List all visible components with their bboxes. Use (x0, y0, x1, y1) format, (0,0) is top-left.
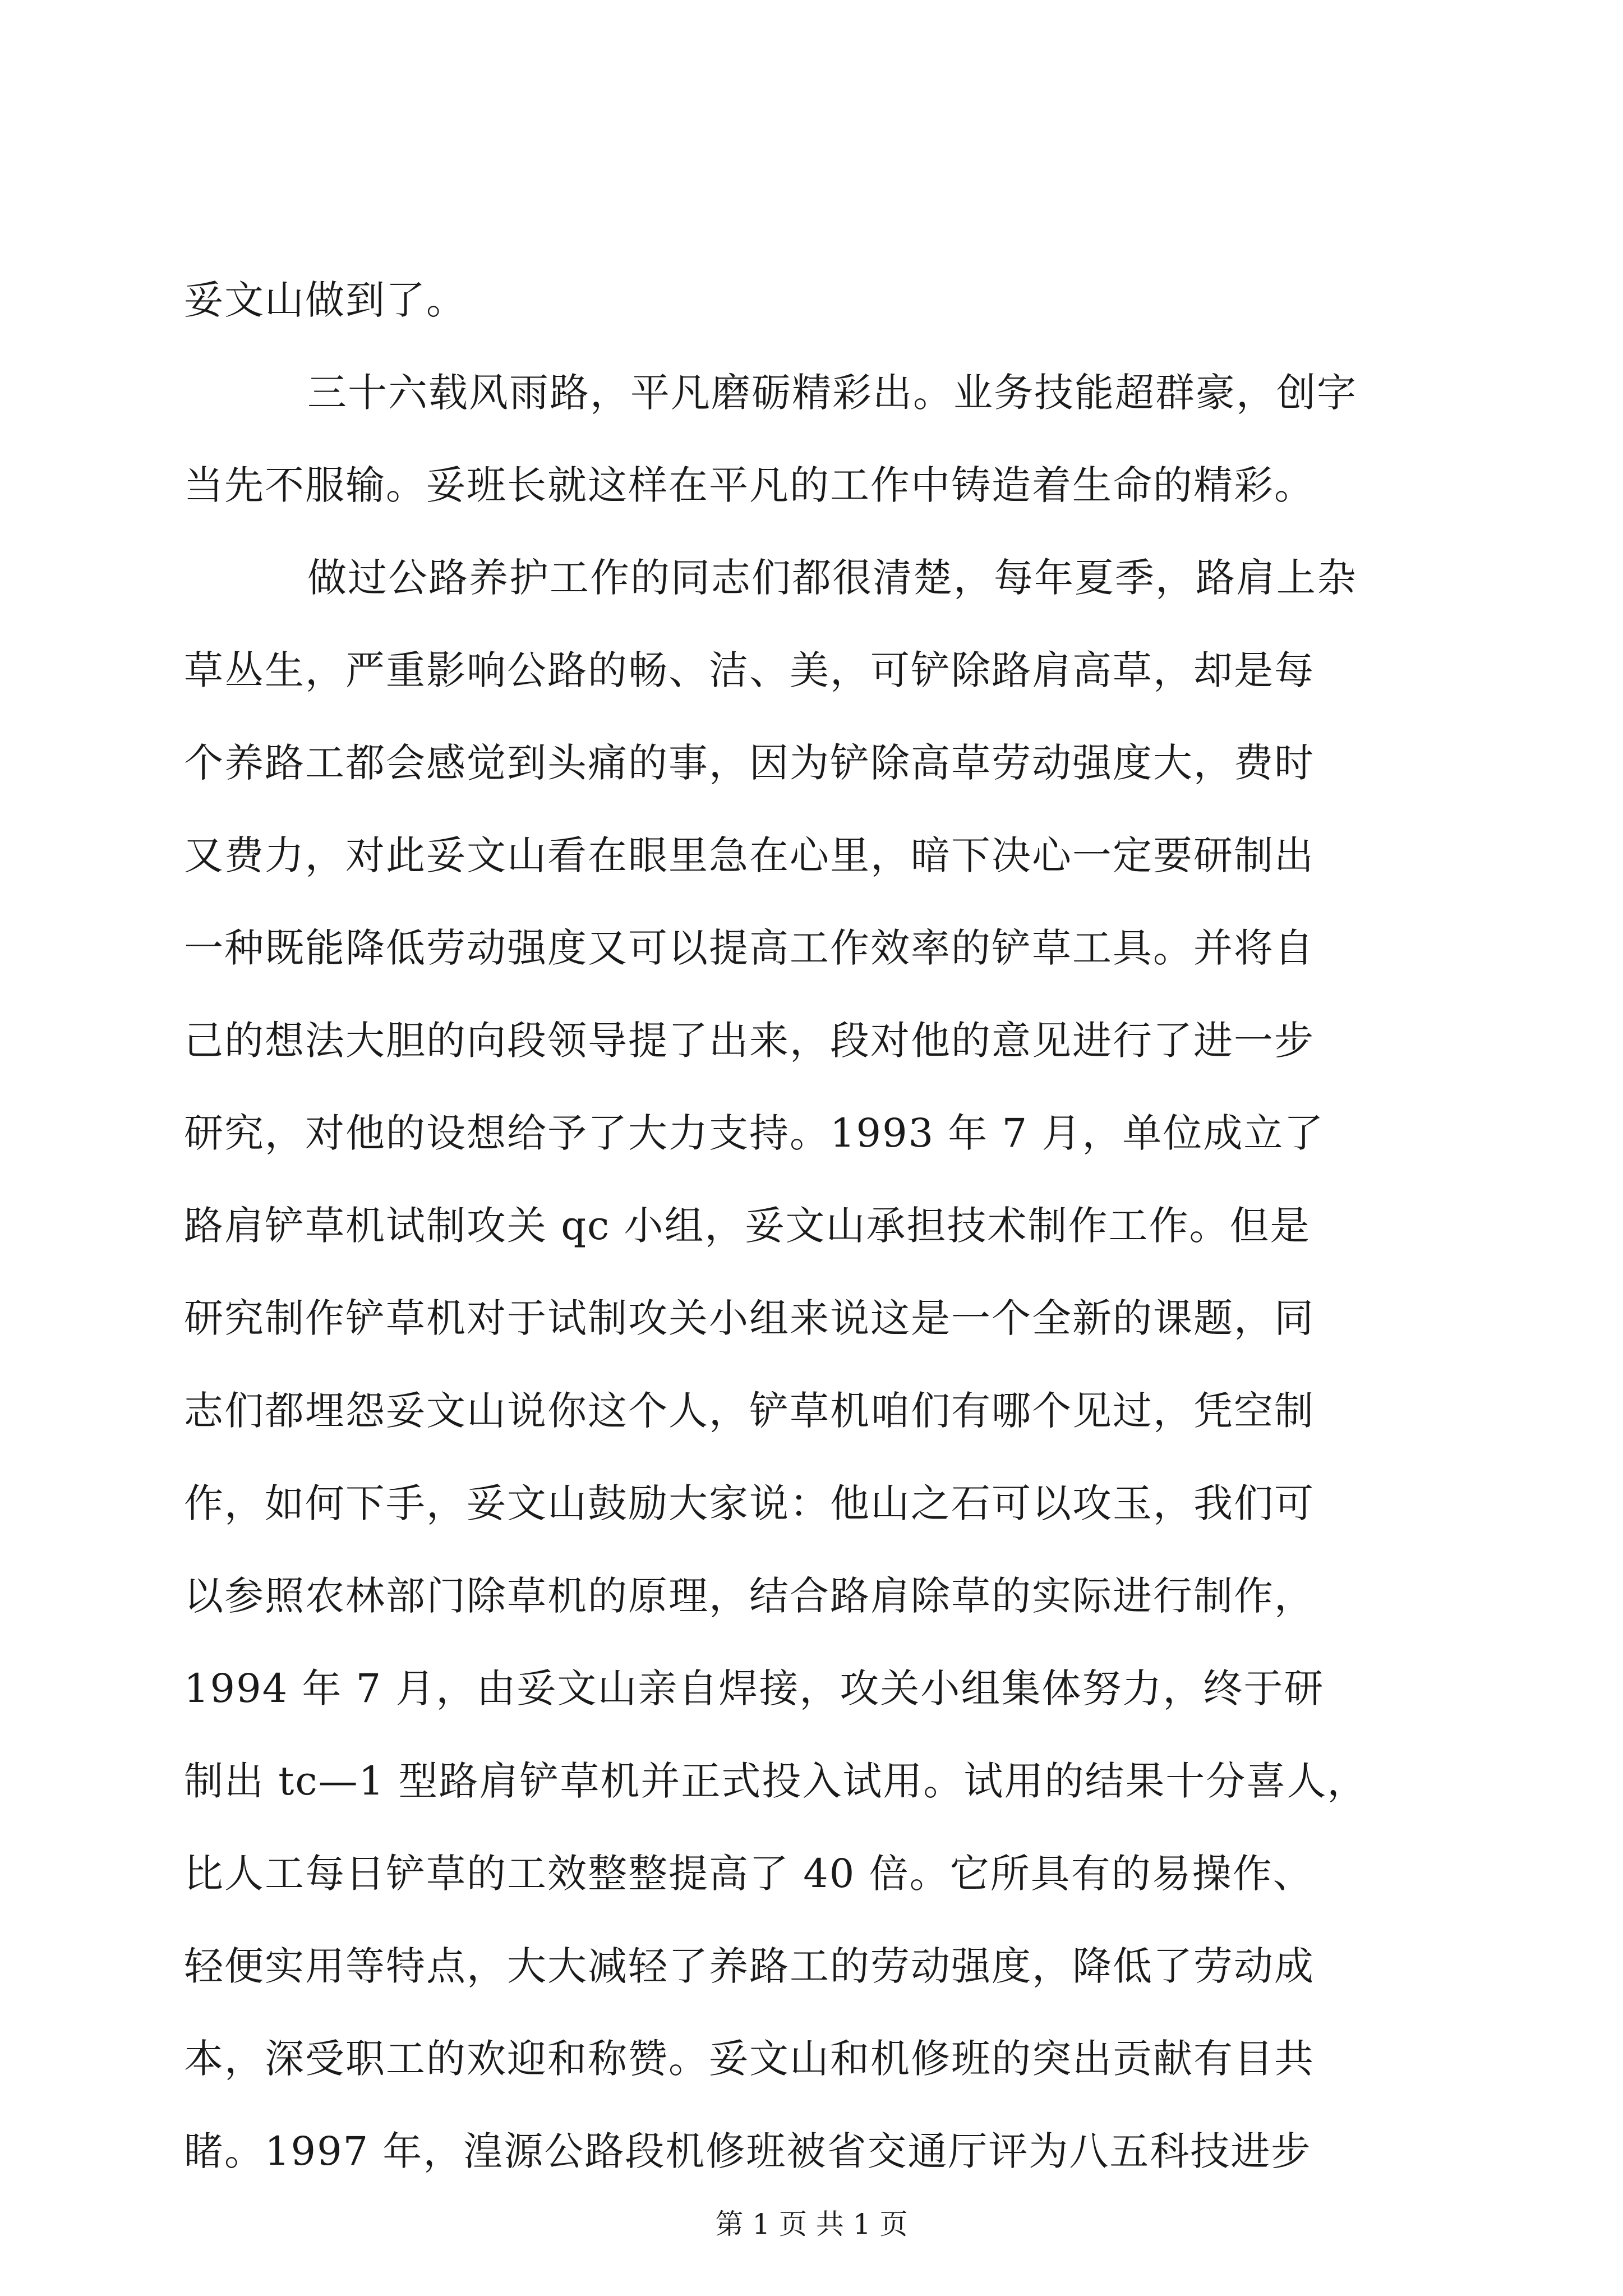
text-line: 草丛生，严重影响公路的畅、洁、美，可铲除路肩高草，却是每 (184, 647, 1315, 693)
text-line: 妥文山做到了。 (184, 277, 467, 323)
text-line: 作，如何下手，妥文山鼓励大家说：他山之石可以攻玉，我们可 (184, 1480, 1315, 1526)
text-line: 又费力，对此妥文山看在眼里急在心里，暗下决心一定要研制出 (184, 832, 1315, 878)
text-line: 当先不服输。妥班长就这样在平凡的工作中铸造着生命的精彩。 (184, 462, 1315, 508)
text-line: 研究制作铲草机对于试制攻关小组来说这是一个全新的课题，同 (184, 1295, 1315, 1341)
text-line: 比人工每日铲草的工效整整提高了 40 倍。它所具有的易操作、 (184, 1851, 1313, 1897)
paragraph-start-line: 做过公路养护工作的同志们都很清楚，每年夏季，路肩上杂 (307, 555, 1357, 601)
text-line: 研究，对他的设想给予了大力支持。1993 年 7 月，单位成立了 (184, 1110, 1325, 1156)
text-line: 一种既能降低劳动强度又可以提高工作效率的铲草工具。并将自 (184, 925, 1315, 971)
page-footer: 第 1 页 共 1 页 (715, 2208, 908, 2240)
text-line: 路肩铲草机试制攻关 qc 小组，妥文山承担技术制作工作。但是 (184, 1203, 1311, 1249)
text-line: 个养路工都会感觉到头痛的事，因为铲除高草劳动强度大，费时 (184, 740, 1315, 786)
text-line: 志们都埋怨妥文山说你这个人，铲草机咱们有哪个见过，凭空制 (184, 1388, 1315, 1434)
text-line: 制出 tc—1 型路肩铲草机并正式投入试用。试用的结果十分喜人， (184, 1758, 1368, 1804)
text-line: 本，深受职工的欢迎和称赞。妥文山和机修班的突出贡献有目共 (184, 2036, 1315, 2082)
text-line: 1994 年 7 月，由妥文山亲自焊接，攻关小组集体努力，终于研 (184, 1665, 1325, 1711)
text-line: 睹。1997 年，湟源公路段机修班被省交通厅评为八五科技进步 (184, 2128, 1312, 2174)
text-line: 己的想法大胆的向段领导提了出来，段对他的意见进行了进一步 (184, 1018, 1315, 1064)
text-line: 轻便实用等特点，大大减轻了养路工的劳动强度，降低了劳动成 (184, 1943, 1315, 1989)
paragraph-start-line: 三十六载风雨路，平凡磨砺精彩出。业务技能超群豪，创字 (307, 370, 1357, 416)
text-line: 以参照农林部门除草机的原理，结合路肩除草的实际进行制作， (184, 1573, 1315, 1619)
